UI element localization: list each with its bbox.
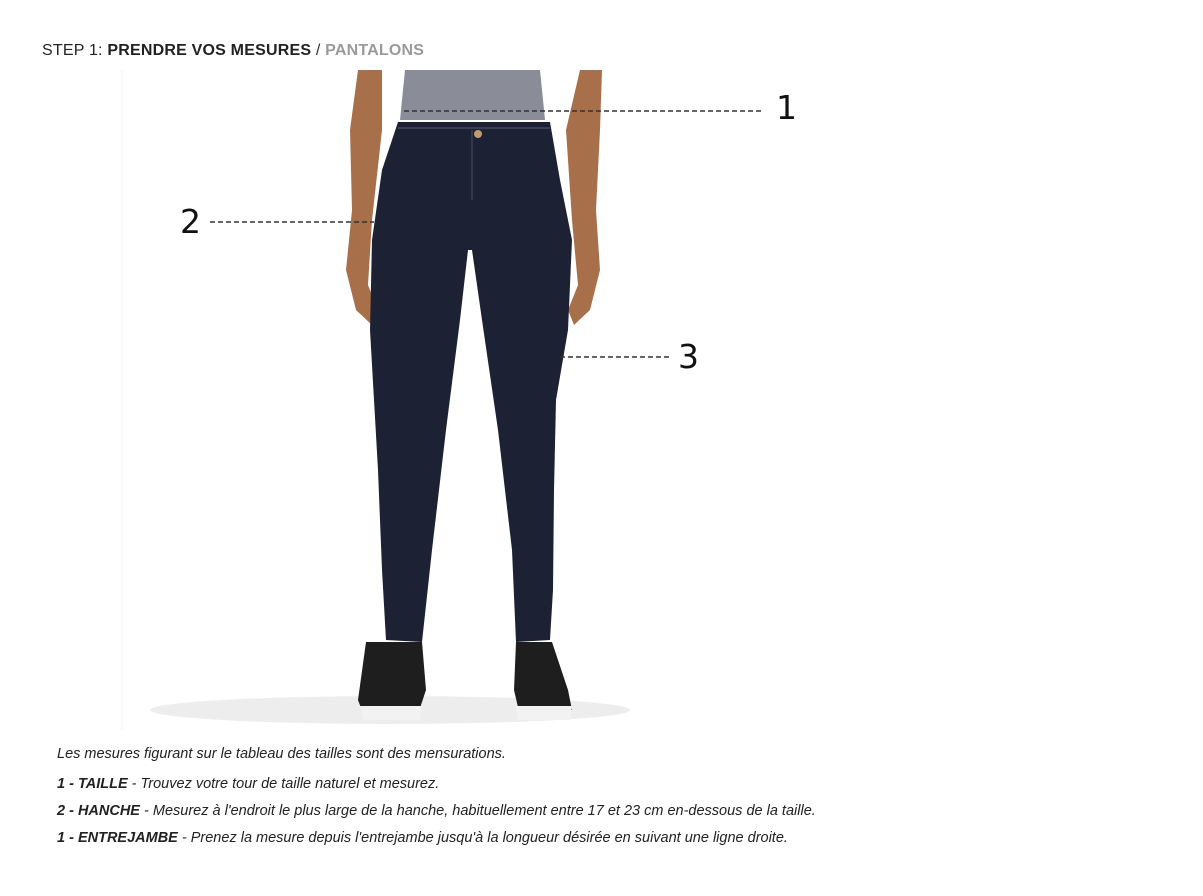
right-shoe-sole — [516, 706, 572, 720]
note-inseam-text: - Prenez la mesure depuis l'entrejambe jusqu'à la longueur désirée en suivant une ligne droite. — [177, 830, 788, 846]
shirt — [400, 70, 545, 120]
marker-3-label: 3 — [678, 337, 699, 376]
note-waist-key: 1 - TAILLE — [57, 776, 128, 792]
right-shoe — [514, 642, 572, 716]
page-title: PRENDRE VOS MESURES — [107, 42, 312, 59]
note-waist — [57, 776, 1157, 792]
note-inseam-key: 1 - ENTREJAMBE — [57, 830, 178, 846]
page-heading — [42, 42, 424, 60]
left-shoe-sole — [360, 706, 422, 720]
note-waist-text: - Trouvez votre tour de taille naturel et mesurez. — [127, 776, 440, 792]
right-arm — [566, 70, 602, 325]
marker-1-label: 1 — [776, 88, 797, 127]
jeans — [370, 122, 572, 642]
note-hip-text: - Mesurez à l'endroit le plus large de la hanche, habituellement entre 17 et 23 cm en-dessous de la taille. — [139, 803, 816, 819]
marker-2-label: 2 — [180, 202, 201, 241]
jeans-button — [474, 130, 482, 138]
title-separator: / — [315, 42, 321, 59]
step-label: STEP 1: — [42, 42, 103, 59]
notes-intro: Les mesures figurant sur le tableau des tailles sont des mensurations. — [57, 746, 506, 762]
measurement-illustration — [120, 70, 840, 730]
measurement-notes — [57, 746, 1157, 857]
note-hip-key: 2 - HANCHE — [57, 803, 140, 819]
page-subtitle: PANTALONS — [325, 42, 425, 59]
note-hip — [57, 803, 1157, 819]
model-figure — [120, 70, 840, 730]
left-shoe — [358, 642, 426, 716]
note-inseam — [57, 830, 1157, 846]
